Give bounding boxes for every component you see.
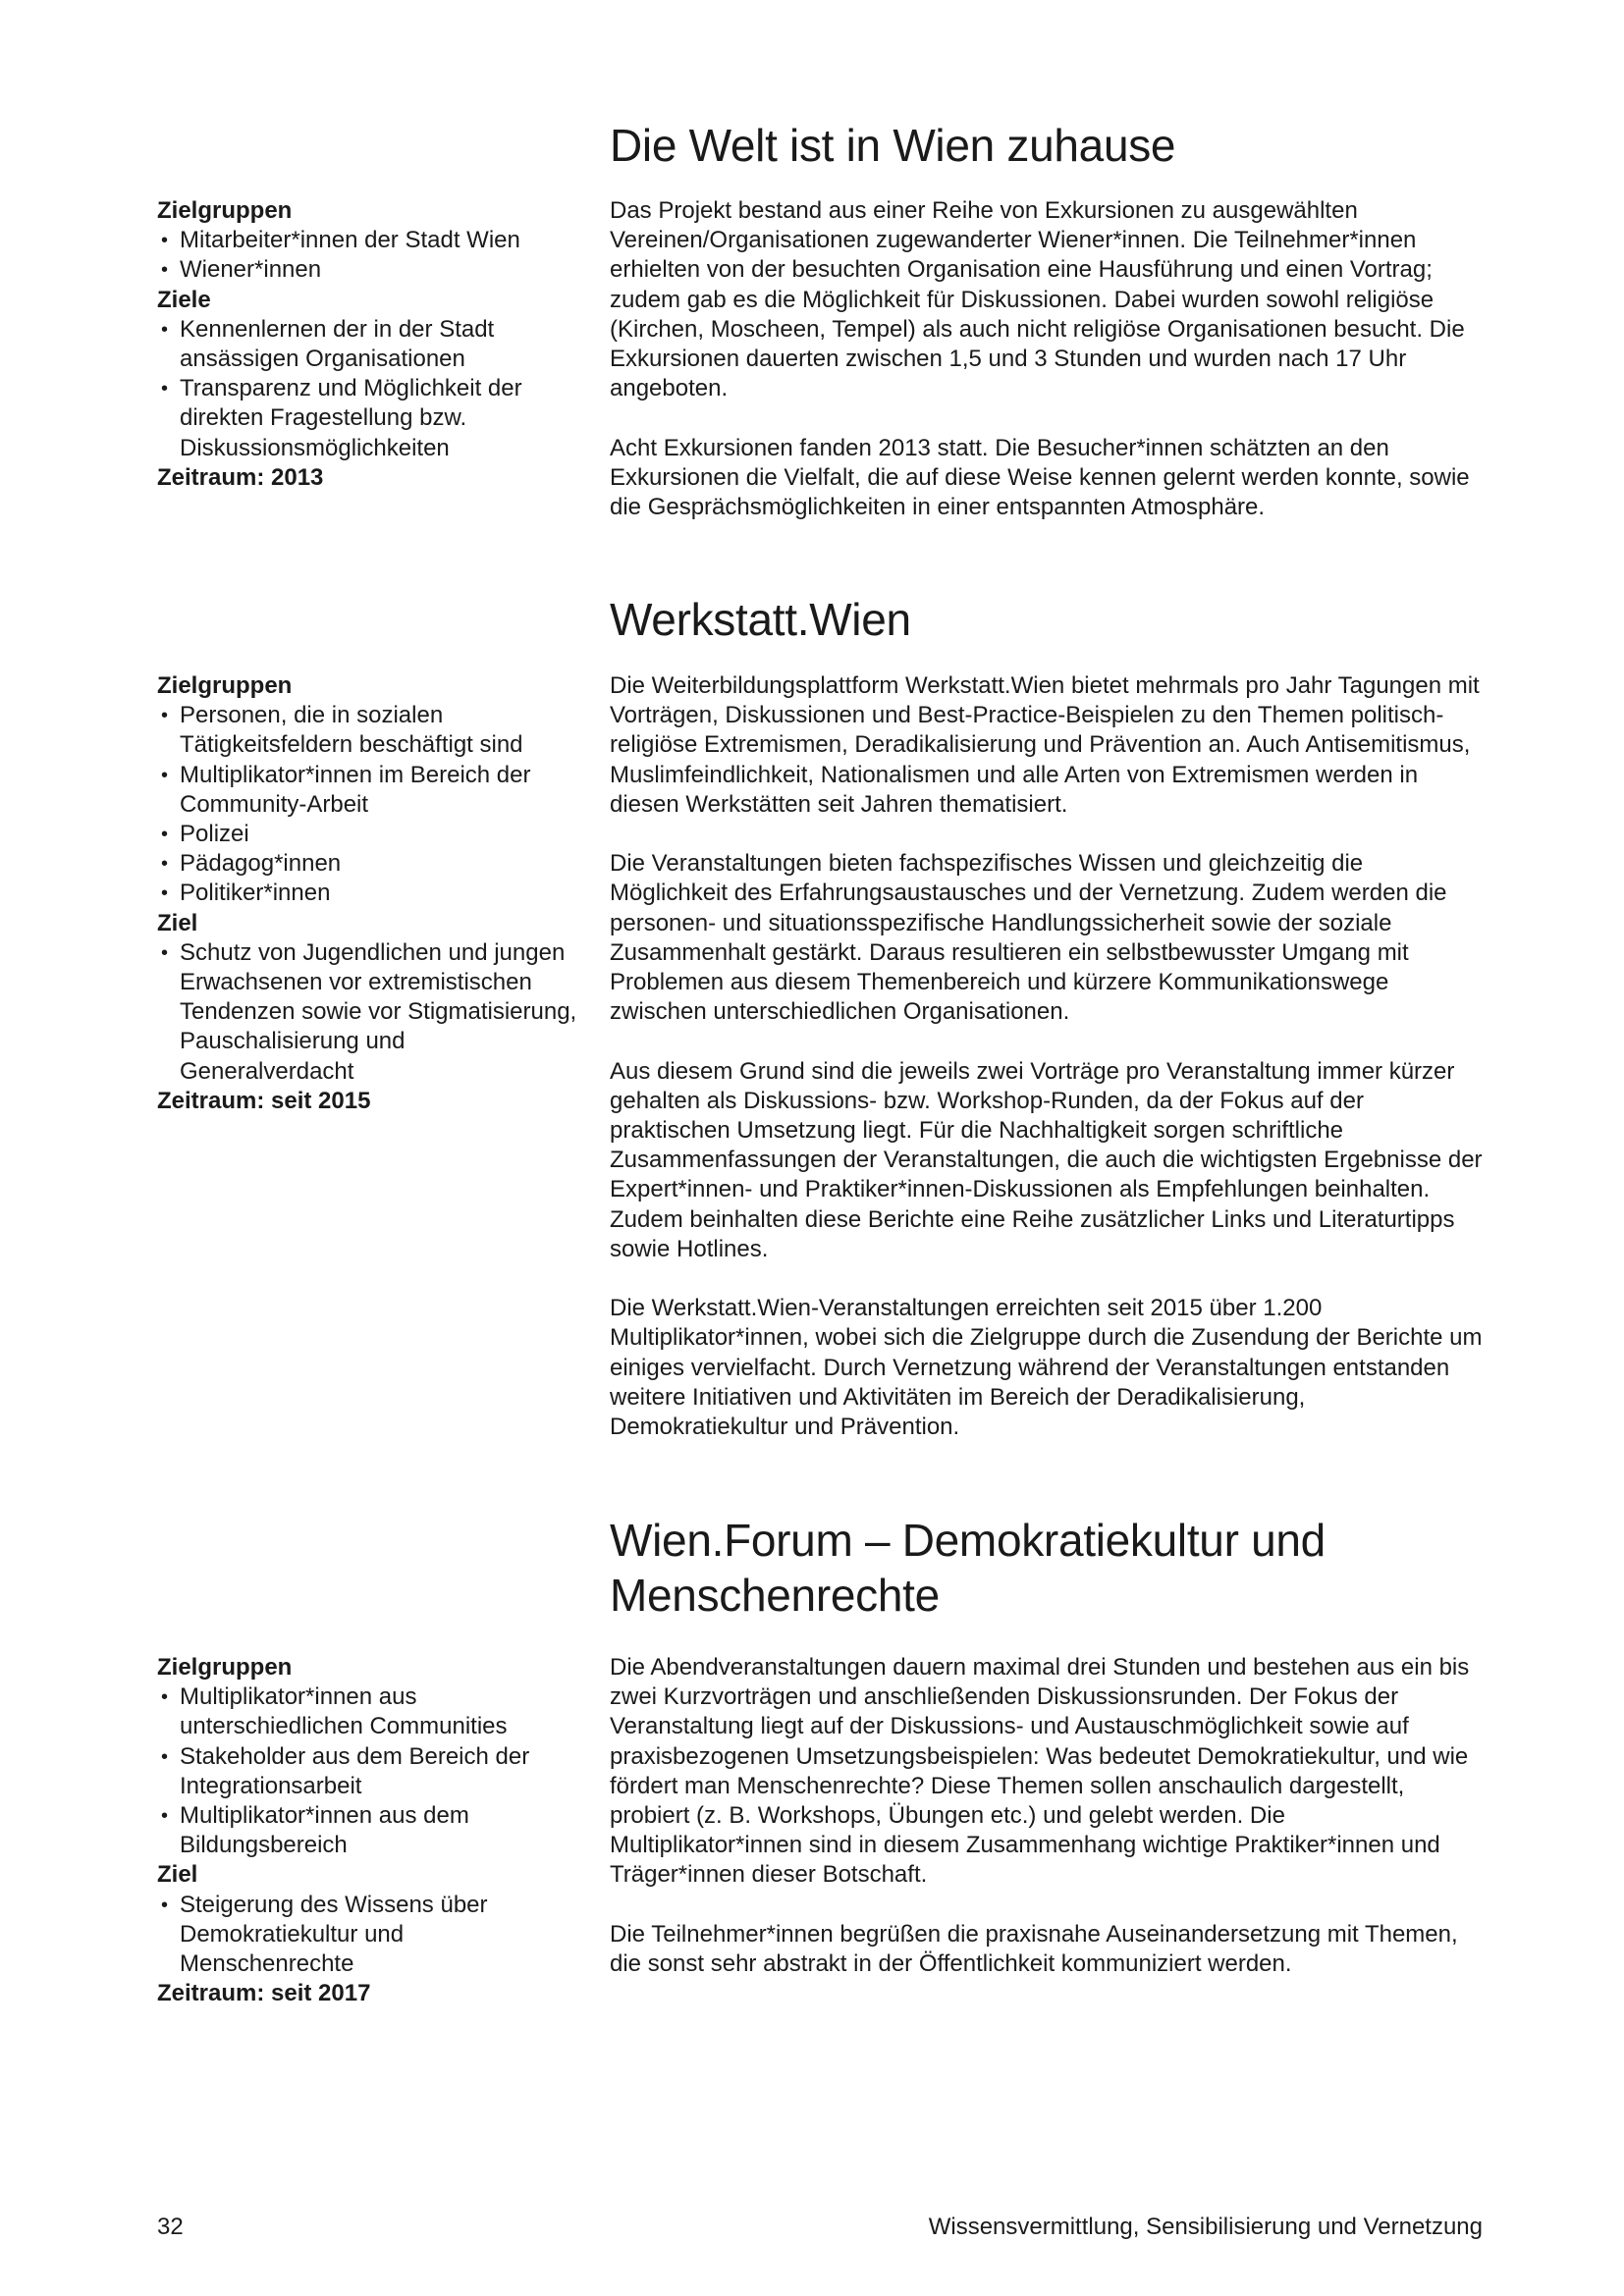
ziele-label: Ziele: [157, 286, 211, 313]
list-item: • Pädagog*innen: [157, 849, 579, 879]
ziele-list: [157, 315, 579, 463]
section-title: Wien.Forum – Demokratiekultur und Menschenrechte: [610, 1515, 1326, 1621]
list-item: • Kennenlernen der in der Stadt ansässigen Organisationen: [157, 315, 543, 374]
zielgruppen-list: [157, 226, 579, 285]
ziele-list: [157, 938, 579, 1087]
chapter-title: Wissensvermittlung, Sensibilisierung und Vernetzung: [928, 2214, 1483, 2240]
list-item: • Multiplikator*innen aus unterschiedlichen Communities: [157, 1682, 553, 1741]
section-body: [610, 196, 1484, 552]
paragraph: Die Abendveranstaltungen dauern maximal drei Stunden und bestehen aus ein bis zwei Kurzvorträgen und anschließenden Diskussionsrunden. Der Fokus der Veranstaltung liegt auf der Diskussions- und Austauschmöglichkeit sowie auf praxisbezogenen Umsetzungsbeispielen: Was bedeutet Demokratiekultur, und wie fördert man Menschenrechte? Diese Themen sollen anschaulich dargestellt, probiert (z. B. Workshops, Übungen etc.) und gelebt werden. Die Multiplikator*innen sind in diesem Zusammenhang wichtige Praktiker*innen und Träger*innen dieser Botschaft.: [610, 1654, 1470, 1889]
list-item: • Stakeholder aus dem Bereich der Integrationsarbeit: [157, 1742, 582, 1801]
section-body: [610, 671, 1484, 1471]
list-item: • Multiplikator*innen aus dem Bildungsbereich: [157, 1801, 572, 1860]
list-item: • Wiener*innen: [157, 255, 579, 285]
list-item: • Polizei: [157, 820, 579, 849]
list-item: • Multiplikator*innen im Bereich der Community-Arbeit: [157, 761, 602, 820]
paragraph: Die Werkstatt.Wien-Veranstaltungen erreichten seit 2015 über 1.200 Multiplikator*innen, wobei sich die Zielgruppe durch die Zusendung der Berichte um einiges vervielfacht. Durch Vernetzung während der Veranstaltungen entstanden weitere Initiativen und Aktivitäten im Bereich der Deradikalisierung, Demokratiekultur und Prävention.: [610, 1295, 1483, 1441]
paragraph: Acht Exkursionen fanden 2013 statt. Die Besucher*innen schätzten an den Exkursionen die Vielfalt, die auf diese Weise kennen gelernt werden konnte, sowie die Gesprächsmöglichkeiten in einer entspannten Atmosphäre.: [610, 434, 1470, 521]
ziele-list: [157, 1891, 579, 1980]
list-item: • Politiker*innen: [157, 879, 579, 908]
paragraph: Das Projekt bestand aus einer Reihe von Exkursionen zu ausgewählten Vereinen/Organisationen zugewanderter Wiener*innen. Die Teilnehmer*innen erhielten von der besuchten Organisation eine Hausführung und einen Vortrag; zudem gab es die Möglichkeit für Diskussionen. Dabei wurden sowohl religiöse (Kirchen, Moscheen, Tempel) als auch nicht religiöse Organisationen besucht. Die Exkursionen dauerten zwischen 1,5 und 3 Stunden und wurden nach 17 Uhr angeboten.: [610, 197, 1465, 402]
section-title: Die Welt ist in Wien zuhause: [610, 120, 1176, 171]
paragraph: Die Teilnehmer*innen begrüßen die praxisnahe Auseinandersetzung mit Themen, die sonst sehr abstrakt in der Öffentlichkeit kommuniziert werden.: [610, 1920, 1458, 1978]
zeitraum-label: Zeitraum: 2013: [157, 463, 324, 491]
zeitraum-label: Zeitraum: seit 2017: [157, 1980, 371, 2007]
paragraph: Aus diesem Grund sind die jeweils zwei Vorträge pro Veranstaltung immer kürzer gehalten als Diskussions- bzw. Workshop-Runden, da der Fokus auf der praktischen Umsetzung liegt. Für die Nachhaltigkeit sorgen schriftliche Zusammenfassungen der Veranstaltungen, die auch die wichtigsten Ergebnisse der Expert*innen- und Praktiker*innen-Diskussionen als Empfehlungen beinhalten. Zudem beinhalten diese Berichte eine Reihe zusätzlicher Links und Literaturtipps sowie Hotlines.: [610, 1057, 1483, 1262]
ziele-label: Ziel: [157, 909, 198, 936]
page-number: 32: [157, 2214, 184, 2240]
paragraph: Die Veranstaltungen bieten fachspezifisches Wissen und gleichzeitig die Möglichkeit des Erfahrungsaustausches und der Vernetzung. Zudem werden die personen- und situationsspezifische Handlungssicherheit sowie der soziale Zusammenhalt gestärkt. Daraus resultieren ein selbstbewusster Umgang mit Problemen aus diesem Themenbereich und kürzere Kommunikationswege zwischen unterschiedlichen Organisationen.: [610, 850, 1447, 1026]
zielgruppen-label: Zielgruppen: [157, 197, 293, 224]
project-facts-sidebar: [157, 1653, 579, 2008]
project-facts-sidebar: [157, 196, 579, 493]
zielgruppen-label: Zielgruppen: [157, 1654, 293, 1681]
zielgruppen-list: [157, 701, 579, 908]
zeitraum-label: Zeitraum: seit 2015: [157, 1087, 371, 1114]
ziele-label: Ziel: [157, 1861, 198, 1889]
section-title: Werkstatt.Wien: [610, 594, 911, 645]
list-item: • Steigerung des Wissens über Demokratiekultur und Menschenrechte: [157, 1891, 582, 1980]
list-item: • Transparenz und Möglichkeit der direkten Fragestellung bzw. Diskussionsmöglichkeiten: [157, 374, 572, 463]
paragraph: Die Weiterbildungsplattform Werkstatt.Wien bietet mehrmals pro Jahr Tagungen mit Vorträgen, Diskussionen und Best-Practice-Beispielen zu den Themen politisch-religiöse Extremismen, Deradikalisierung und Prävention an. Auch Antisemitismus, Muslimfeindlichkeit, Nationalismen und alle Arten von Extremismen werden in diesen Werkstätten seit Jahren thematisiert.: [610, 672, 1480, 818]
zielgruppen-list: [157, 1682, 579, 1860]
list-item: • Personen, die in sozialen Tätigkeitsfeldern beschäftigt sind: [157, 701, 543, 760]
list-item: • Mitarbeiter*innen der Stadt Wien: [157, 226, 579, 255]
zielgruppen-label: Zielgruppen: [157, 672, 293, 699]
section-body: [610, 1653, 1484, 2008]
project-facts-sidebar: [157, 671, 579, 1116]
list-item: • Schutz von Jugendlichen und jungen Erwachsenen vor extremistischen Tendenzen sowie vor Stigmatisierung, Pauschalisierung und Generalverdacht: [157, 938, 582, 1087]
